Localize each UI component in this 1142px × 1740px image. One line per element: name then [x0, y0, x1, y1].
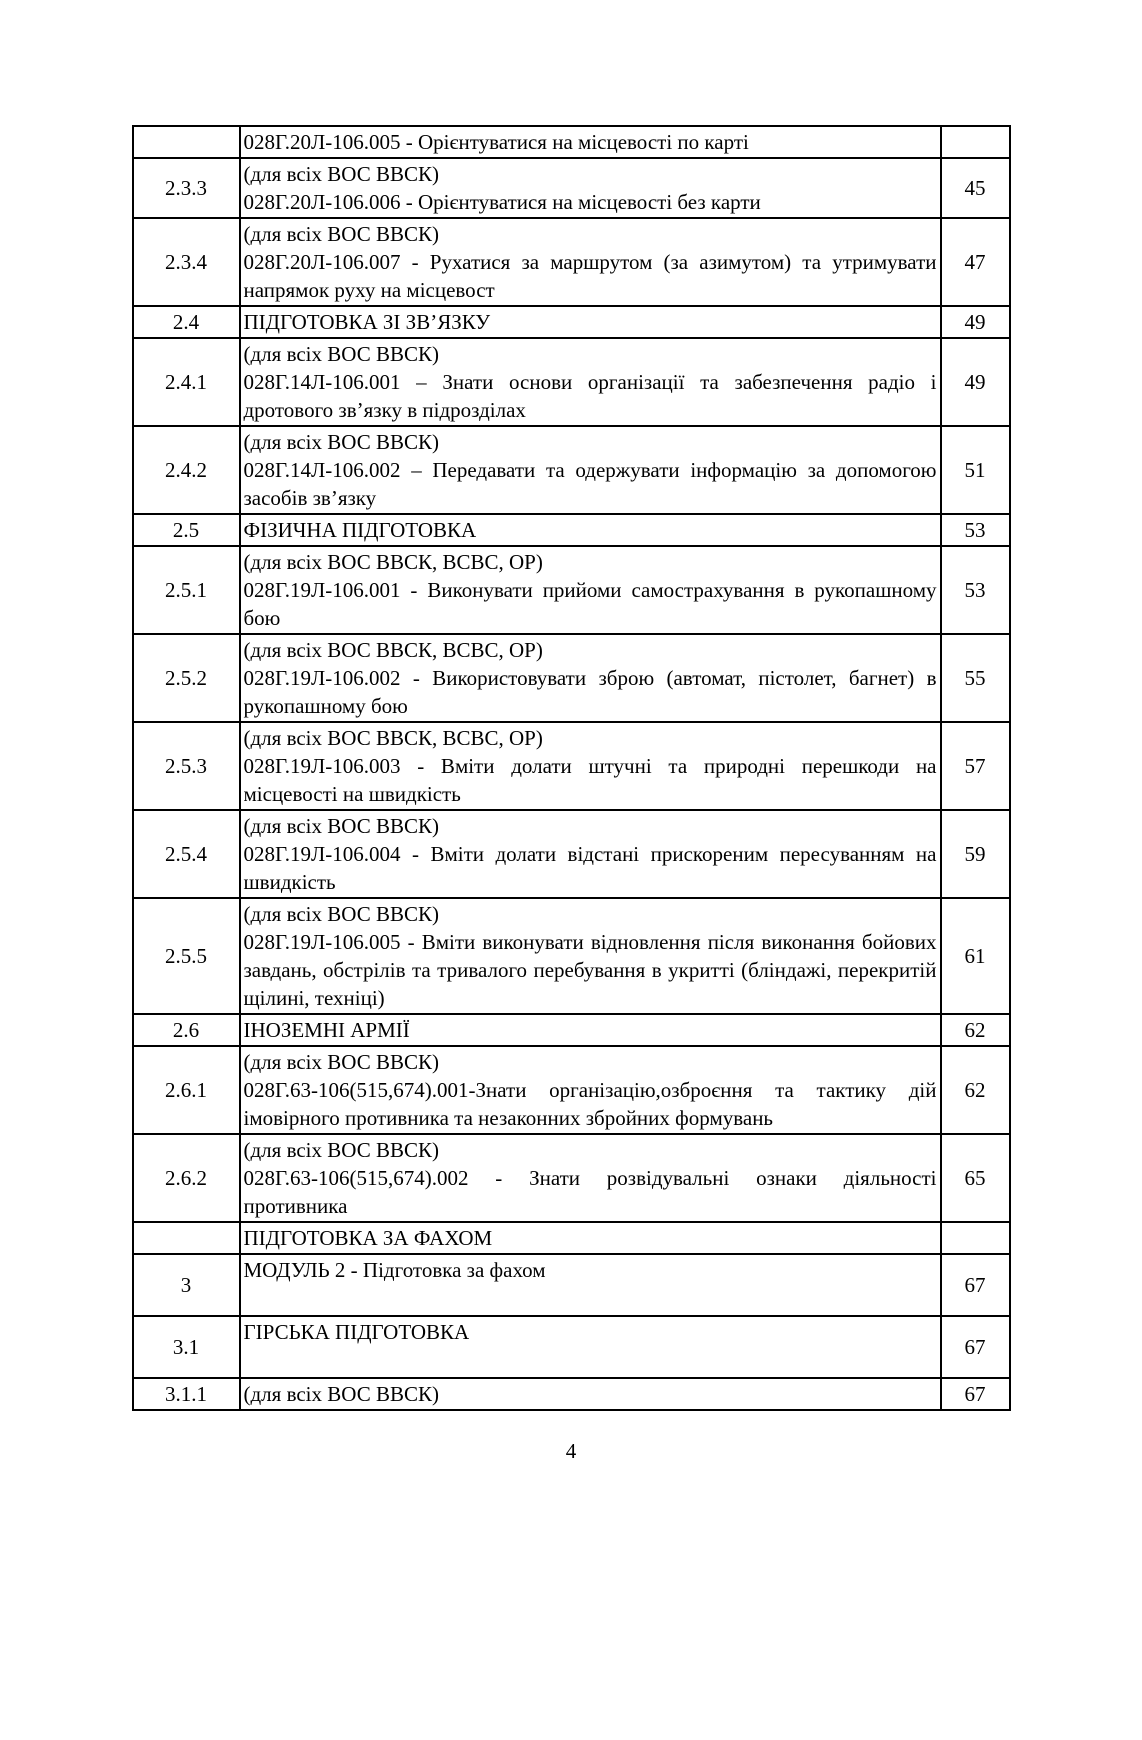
row-text-line: 028Г.19Л-106.005 - Вміти виконувати відновлення після виконання бойових завдань, обстрілів та тривалого перебування в укритті (бліндажі, перекритій щілині, техніці) [243, 930, 937, 1010]
row-content-cell [240, 546, 941, 634]
row-text-line: 028Г.20Л-106.006 - Орієнтуватися на місцевості без карти [243, 190, 761, 214]
table-row [133, 426, 1010, 514]
row-content-cell [240, 306, 941, 338]
row-text-line: (для всіх ВОС ВВСК) [243, 1138, 439, 1162]
row-text-line: (для всіх ВОС ВВСК) [243, 1050, 439, 1074]
row-text-line: (для всіх ВОС ВВСК) [243, 902, 439, 926]
row-number-cell: 2.4 [133, 306, 240, 338]
row-content-cell [240, 722, 941, 810]
row-number-cell: 2.5.3 [133, 722, 240, 810]
row-content-cell [240, 218, 941, 306]
table-row [133, 898, 1010, 1014]
row-text-line: (для всіх ВОС ВВСК, ВСВС, ОР) [243, 726, 543, 750]
row-number-cell: 2.5 [133, 514, 240, 546]
row-text-line: ПІДГОТОВКА ЗІ ЗВ’ЯЗКУ [243, 310, 491, 334]
row-content-cell [240, 1254, 941, 1316]
row-number-cell: 2.6 [133, 1014, 240, 1046]
table-row [133, 1222, 1010, 1254]
row-page-cell: 62 [941, 1046, 1010, 1134]
row-number-cell: 2.5.5 [133, 898, 240, 1014]
row-number-cell: 2.6.2 [133, 1134, 240, 1222]
table-row [133, 546, 1010, 634]
table-row [133, 722, 1010, 810]
row-number-cell [133, 1222, 240, 1254]
row-number-cell: 2.5.4 [133, 810, 240, 898]
row-number-cell: 2.5.1 [133, 546, 240, 634]
row-page-cell: 61 [941, 898, 1010, 1014]
row-text-line: (для всіх ВОС ВВСК) [243, 342, 439, 366]
table-row [133, 810, 1010, 898]
row-page-cell: 55 [941, 634, 1010, 722]
row-page-cell: 49 [941, 338, 1010, 426]
row-content-cell [240, 1222, 941, 1254]
row-content-cell [240, 634, 941, 722]
row-content-cell [240, 898, 941, 1014]
row-page-cell: 53 [941, 546, 1010, 634]
row-text-line: ПІДГОТОВКА ЗА ФАХОМ [243, 1226, 493, 1250]
row-text-line: 028Г.20Л-106.005 - Орієнтуватися на місцевості по карті [243, 130, 749, 154]
row-page-cell: 67 [941, 1378, 1010, 1410]
row-number-cell: 2.5.2 [133, 634, 240, 722]
table-row [133, 634, 1010, 722]
row-number-cell: 2.6.1 [133, 1046, 240, 1134]
row-content-cell [240, 426, 941, 514]
table-row [133, 1134, 1010, 1222]
row-number-cell: 3.1 [133, 1316, 240, 1378]
row-page-cell: 65 [941, 1134, 1010, 1222]
table-row [133, 1254, 1010, 1316]
row-text-line: (для всіх ВОС ВВСК) [243, 814, 439, 838]
row-text-line: 028Г.14Л-106.002 – Передавати та одержувати інформацію за допомогою засобів зв’язку [243, 458, 937, 510]
row-number-cell: 3.1.1 [133, 1378, 240, 1410]
row-page-cell [941, 1222, 1010, 1254]
table-row [133, 306, 1010, 338]
row-content-cell [240, 514, 941, 546]
row-content-cell [240, 338, 941, 426]
row-page-cell: 59 [941, 810, 1010, 898]
row-text-line: (для всіх ВОС ВВСК) [243, 162, 439, 186]
row-page-cell: 51 [941, 426, 1010, 514]
row-content-cell [240, 1014, 941, 1046]
row-page-cell: 49 [941, 306, 1010, 338]
row-page-cell: 45 [941, 158, 1010, 218]
row-content-cell [240, 1134, 941, 1222]
document-page [0, 125, 1142, 1740]
row-content-cell [240, 126, 941, 158]
row-text-line: ФІЗИЧНА ПІДГОТОВКА [243, 518, 477, 542]
row-text-line: 028Г.19Л-106.004 - Вміти долати відстані прискореним пересуванням на швидкість [243, 842, 937, 894]
row-text-line: 028Г.63-106(515,674).002 - Знати розвідувальні ознаки діяльності противника [243, 1166, 937, 1218]
row-page-cell: 67 [941, 1254, 1010, 1316]
row-text-line: 028Г.63-106(515,674).001-Знати організацію,озброєння та тактику дій імовірного противника та незаконних збройних формувань [243, 1078, 937, 1130]
row-page-cell [941, 126, 1010, 158]
toc-table-body [133, 126, 1010, 1410]
row-text-line: (для всіх ВОС ВВСК) [243, 1382, 439, 1406]
row-text-line: (для всіх ВОС ВВСК, ВСВС, ОР) [243, 550, 543, 574]
table-row [133, 338, 1010, 426]
table-row [133, 1046, 1010, 1134]
row-text-line: (для всіх ВОС ВВСК) [243, 222, 439, 246]
row-number-cell: 2.3.3 [133, 158, 240, 218]
row-number-cell: 2.4.1 [133, 338, 240, 426]
row-text-line: 028Г.19Л-106.003 - Вміти долати штучні та природні перешкоди на місцевості на швидкість [243, 754, 937, 806]
row-text-line: 028Г.19Л-106.002 - Використовувати зброю (автомат, пістолет, багнет) в рукопашному бою [243, 666, 937, 718]
row-number-cell [133, 126, 240, 158]
row-content-cell [240, 158, 941, 218]
row-text-line: ГІРСЬКА ПІДГОТОВКА [243, 1320, 470, 1344]
table-row [133, 1378, 1010, 1410]
table-row [133, 1014, 1010, 1046]
page-number-footer: 4 [565, 1439, 577, 1463]
row-page-cell: 57 [941, 722, 1010, 810]
row-content-cell [240, 810, 941, 898]
table-row [133, 126, 1010, 158]
row-page-cell: 47 [941, 218, 1010, 306]
table-row [133, 158, 1010, 218]
row-text-line: ІНОЗЕМНІ АРМІЇ [243, 1018, 410, 1042]
row-number-cell: 3 [133, 1254, 240, 1316]
row-text-line: 028Г.19Л-106.001 - Виконувати прийоми самострахування в рукопашному бою [243, 578, 937, 630]
row-page-cell: 67 [941, 1316, 1010, 1378]
row-page-cell: 62 [941, 1014, 1010, 1046]
row-content-cell [240, 1378, 941, 1410]
table-row [133, 514, 1010, 546]
row-content-cell [240, 1316, 941, 1378]
toc-table [132, 125, 1011, 1411]
row-text-line: (для всіх ВОС ВВСК, ВСВС, ОР) [243, 638, 543, 662]
row-text-line: МОДУЛЬ 2 - Підготовка за фахом [243, 1258, 546, 1282]
row-number-cell: 2.3.4 [133, 218, 240, 306]
row-text-line: 028Г.20Л-106.007 - Рухатися за маршрутом (за азимутом) та утримувати напрямок руху на місцевост [243, 250, 937, 302]
row-content-cell [240, 1046, 941, 1134]
row-page-cell: 53 [941, 514, 1010, 546]
row-text-line: (для всіх ВОС ВВСК) [243, 430, 439, 454]
row-text-line: 028Г.14Л-106.001 – Знати основи організації та забезпечення радіо і дротового зв’язку в підрозділах [243, 370, 937, 422]
table-row [133, 1316, 1010, 1378]
row-number-cell: 2.4.2 [133, 426, 240, 514]
table-row [133, 218, 1010, 306]
